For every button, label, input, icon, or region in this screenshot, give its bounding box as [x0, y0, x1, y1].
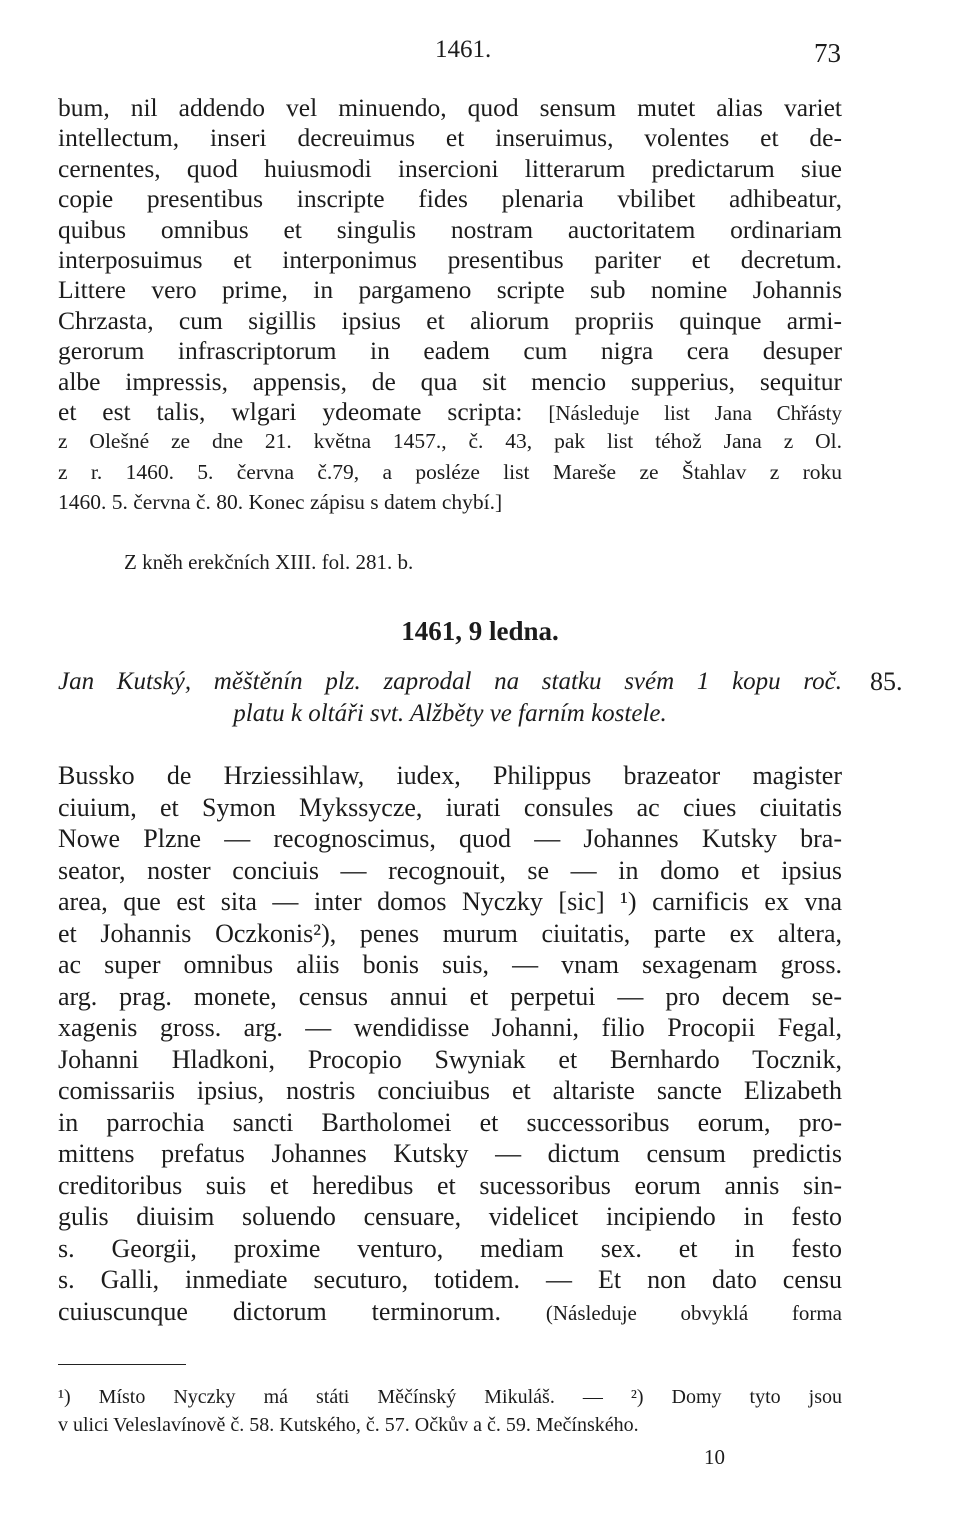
footnotes: [58, 1383, 842, 1439]
editor-note-line: z r. 1460. 5. června č.79, a posléze list Mareše ze Štahlav z roku: [58, 459, 842, 484]
text-line: quibus omnibus et singulis nostram auctoritatem ordinariam: [58, 214, 842, 244]
running-header: [0, 36, 960, 76]
text-line: Johanni Hladkoni, Procopio Swyniak et Bernhardo Tocznik,: [58, 1044, 842, 1074]
header-year: 1461.: [435, 36, 492, 63]
document-regest: [58, 666, 842, 730]
document-date-heading: 1461, 9 ledna.: [401, 616, 559, 646]
latin-text: cuiuscunque dictorum terminorum.: [58, 1296, 501, 1326]
text-line: s. Georgii, proxime venturo, mediam sex. et in festo: [58, 1233, 842, 1263]
text-line: mittens prefatus Johannes Kutsky — dictum censum predictis: [58, 1139, 842, 1168]
page-number: 73: [814, 38, 841, 68]
latin-text: et est talis, wlgari ydeomate scripta:: [58, 396, 523, 426]
regest-line: Jan Kutský, měštěnín plz. zaprodal na statku svém 1 kopu roč.: [58, 668, 842, 695]
text-line: Nowe Plzne — recognoscimus, quod — Johannes Kutsky bra-: [58, 824, 842, 853]
text-line: xagenis gross. arg. — wendidisse Johanni, filio Procopii Fegal,: [58, 1013, 842, 1042]
text-line: seator, noster conciuis — recognouit, se — in domo et ipsius: [58, 855, 842, 885]
regest-line: platu k oltáři svt. Alžběty ve farním kostele.: [233, 700, 667, 727]
footnote-line: ¹) Místo Nyczky má státi Měčínský Mikuláš. — ²) Domy tyto jsou: [58, 1386, 842, 1408]
editor-note-text: [Následuje list Jana Chřásty: [548, 400, 842, 425]
editor-note-line: 1460. 5. června č. 80. Konec zápisu s datem chybí.]: [58, 490, 503, 515]
text-line: comissariis ipsius, nostris conciuibus et altariste sancte Elizabeth: [58, 1076, 842, 1105]
text-line: ciuium, et Symon Mykssycze, iurati consules ac ciues ciuitatis: [58, 792, 842, 822]
text-line: gerorum infrascriptorum in eadem cum nigra cera desuper: [58, 336, 842, 366]
text-line: cernentes, quod huiusmodi insercioni litterarum predictarum siue: [58, 153, 842, 183]
text-line-mixed: [58, 1296, 842, 1328]
footnote-line: v ulici Veleslavínově č. 58. Kutského, č. 57. Očkův a č. 59. Mečínského.: [58, 1414, 639, 1436]
text-line: in parrochia sancti Bartholomei et successoribus eorum, pro-: [58, 1107, 842, 1137]
source-citation: Z kněh erekčních XIII. fol. 281. b.: [124, 550, 414, 574]
text-line: Bussko de Hrziessihlaw, iudex, Philippus brazeator magister: [58, 761, 842, 790]
printer-signature: 10: [704, 1445, 725, 1469]
text-line: et Johannis Oczkonis²), penes murum ciuitatis, parte ex altera,: [58, 918, 842, 948]
text-line: interposuimus et interponimus presentibus pariter et decretum.: [58, 244, 842, 274]
text-line: intellectum, inseri decreuimus et inseruimus, volentes et de-: [58, 123, 842, 153]
text-line: area, que est sita — inter domos Nyczky [sic] ¹) carnificis ex vna: [58, 887, 842, 916]
footnote-divider: [58, 1364, 186, 1365]
text-line: Littere vero prime, in pargameno scripte sub nomine Johannis: [58, 275, 842, 305]
editor-note-line: z Olešné ze dne 21. května 1457., č. 43, pak list téhož Jana z Ol.: [58, 429, 842, 454]
text-line-mixed: [58, 397, 842, 427]
text-line: arg. prag. monete, census annui et perpetui — pro decem se-: [58, 981, 842, 1011]
text-line: creditoribus suis et heredibus et sucessoribus eorum annis sin-: [58, 1170, 842, 1200]
editor-note-text: (Následuje obvyklá forma: [545, 1300, 843, 1325]
text-line: albe impressis, appensis, de qua sit mencio supperius, sequitur: [58, 366, 842, 396]
text-line: ac super omnibus aliis bonis suis, — vnam sexagenam gross.: [58, 950, 842, 979]
text-line: gulis diuisim soluendo censuare, videlicet incipiendo in festo: [58, 1202, 842, 1231]
text-line: Chrzasta, cum sigillis ipsius et aliorum propriis quinque armi-: [58, 305, 842, 335]
document-number: 85.: [870, 667, 903, 696]
text-line: copie presentibus inscripte fides plenaria vbilibet adhibeatur,: [58, 184, 842, 214]
text-line: bum, nil addendo vel minuendo, quod sensum mutet alias variet: [58, 93, 842, 122]
document-body: [58, 760, 842, 1327]
text-line: s. Galli, inmediate secuturo, totidem. — Et non dato censu: [58, 1265, 842, 1294]
paragraph-continuation: [58, 93, 842, 518]
